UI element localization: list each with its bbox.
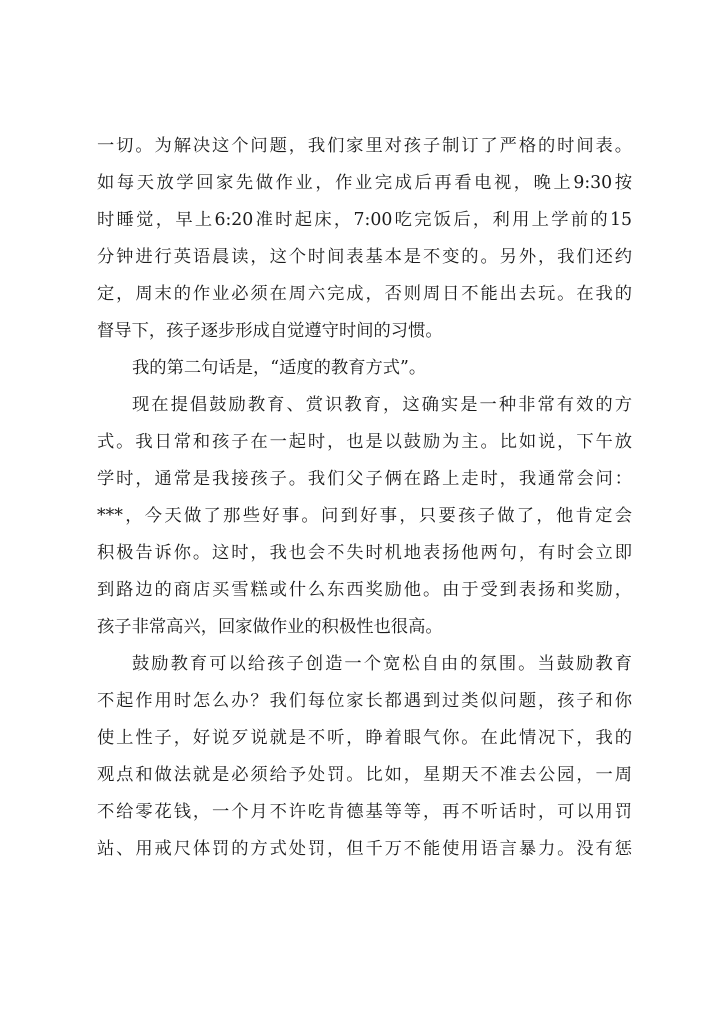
body-text <box>97 128 632 868</box>
text-line: 一切。为解决这个问题，我们家里对孩子制订了严格的时间表。 <box>97 136 632 156</box>
text-line: 鼓励教育可以给孩子创造一个宽松自由的氛围。当鼓励教育 <box>132 654 632 674</box>
text-line: 我的第二句话是，“适度的教育方式”。 <box>132 358 427 378</box>
paragraph <box>97 350 632 387</box>
text-line: ***，今天做了那些好事。问到好事，只要孩子做了，他肯定会 <box>97 506 632 526</box>
paragraph <box>97 387 632 646</box>
text-line: 到路边的商店买雪糕或什么东西奖励他。由于受到表扬和奖励， <box>97 580 632 600</box>
text-line: 不起作用时怎么办？我们每位家长都遇到过类似问题，孩子和你 <box>97 691 632 711</box>
text-line: 观点和做法就是必须给予处罚。比如，星期天不准去公园，一周 <box>97 765 632 785</box>
text-line: 时睡觉，早上6:20准时起床，7:00吃完饭后，利用上学前的15 <box>97 210 632 230</box>
text-line: 如每天放学回家先做作业，作业完成后再看电视，晚上9:30按 <box>97 173 632 193</box>
text-line: 孩子非常高兴，回家做作业的积极性也很高。 <box>97 617 443 637</box>
text-line: 站、用戒尺体罚的方式处罚，但千万不能使用语言暴力。没有惩 <box>97 839 632 859</box>
text-line: 使上性子，好说歹说就是不听，睁着眼气你。在此情况下，我的 <box>97 728 632 748</box>
text-line: 学时，通常是我接孩子。我们父子俩在路上走时，我通常会问： <box>97 469 632 489</box>
text-line: 不给零花钱，一个月不许吃肯德基等等，再不听话时，可以用罚 <box>97 802 632 822</box>
text-line: 定，周末的作业必须在周六完成，否则周日不能出去玩。在我的 <box>97 284 632 304</box>
paragraph <box>97 128 632 350</box>
text-line: 督导下，孩子逐步形成自觉遵守时间的习惯。 <box>97 321 443 341</box>
text-line: 分钟进行英语晨读，这个时间表基本是不变的。另外，我们还约 <box>97 247 632 267</box>
text-line: 积极告诉你。这时，我也会不失时机地表扬他两句，有时会立即 <box>97 543 632 563</box>
text-line: 现在提倡鼓励教育、赏识教育，这确实是一种非常有效的方 <box>132 395 632 415</box>
text-line: 式。我日常和孩子在一起时，也是以鼓励为主。比如说，下午放 <box>97 432 632 452</box>
paragraph <box>97 646 632 868</box>
